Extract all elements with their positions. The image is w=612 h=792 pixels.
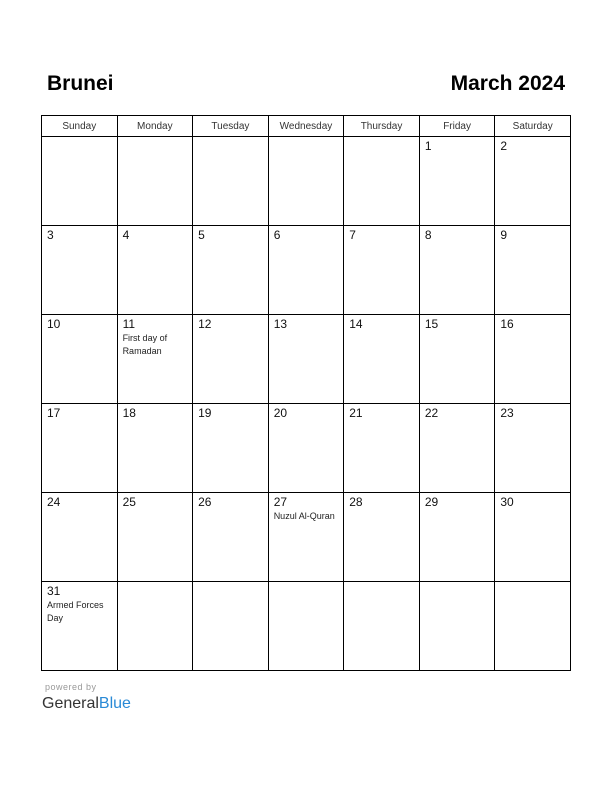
day-number: 3 — [47, 228, 54, 242]
day-number: 17 — [47, 406, 61, 420]
day-cell — [419, 404, 495, 493]
day-cell — [419, 137, 495, 226]
brand-general-text: General — [42, 695, 99, 712]
day-cell — [268, 582, 344, 671]
day-number: 4 — [122, 228, 130, 242]
day-cell — [42, 582, 118, 671]
day-cell — [344, 315, 420, 404]
day-number — [269, 582, 344, 584]
week-row — [42, 137, 571, 226]
day-cell — [268, 137, 344, 226]
day-number: 12 — [198, 317, 212, 331]
holiday-label: First day of Ramadan — [122, 333, 168, 356]
day-cell — [495, 315, 571, 404]
day-number: 26 — [198, 495, 212, 509]
month-year-title: March 2024 — [450, 72, 565, 95]
day-cell — [495, 493, 571, 582]
day-number — [118, 582, 193, 584]
day-cell — [419, 493, 495, 582]
day-number: 23 — [500, 406, 514, 420]
day-cell — [495, 226, 571, 315]
day-cell — [193, 493, 269, 582]
day-number: 29 — [424, 495, 439, 509]
day-number: 8 — [424, 228, 432, 242]
weekday-wednesday: Wednesday — [268, 116, 344, 137]
day-number: 30 — [500, 495, 514, 509]
day-number: 16 — [500, 317, 514, 331]
day-cell — [117, 315, 193, 404]
day-cell — [419, 315, 495, 404]
day-cell — [344, 493, 420, 582]
day-number: 20 — [273, 406, 288, 420]
day-cell — [42, 315, 118, 404]
day-number: 15 — [424, 317, 439, 331]
day-number — [269, 137, 344, 139]
day-number — [420, 582, 495, 584]
brand-blue-text: Blue — [98, 695, 131, 712]
day-cell — [495, 582, 571, 671]
calendar-grid — [41, 115, 571, 671]
country-title: Brunei — [47, 72, 114, 95]
week-row — [42, 493, 571, 582]
day-cell — [268, 315, 344, 404]
day-number: 28 — [349, 495, 363, 509]
day-number: 13 — [273, 317, 288, 331]
powered-by-label: powered by — [45, 682, 97, 692]
weekday-sunday: Sunday — [42, 116, 118, 137]
day-cell — [117, 404, 193, 493]
week-row — [42, 582, 571, 671]
day-number: 7 — [349, 228, 356, 242]
day-cell — [495, 404, 571, 493]
day-number: 22 — [424, 406, 439, 420]
day-number: 27 — [273, 495, 288, 509]
generalblue-logo[interactable] — [42, 694, 131, 714]
day-cell — [344, 582, 420, 671]
day-number: 11 — [122, 317, 136, 331]
day-number — [42, 137, 117, 139]
week-row — [42, 315, 571, 404]
weekday-header-row — [42, 116, 571, 137]
day-number: 21 — [349, 406, 363, 420]
day-number — [193, 137, 268, 139]
day-number: 5 — [198, 228, 205, 242]
day-number: 6 — [273, 228, 281, 242]
day-number: 2 — [500, 139, 508, 153]
day-cell — [419, 226, 495, 315]
day-cell — [117, 582, 193, 671]
day-cell — [117, 226, 193, 315]
day-cell — [117, 493, 193, 582]
day-number: 19 — [198, 406, 212, 420]
day-cell — [495, 137, 571, 226]
day-cell — [42, 493, 118, 582]
day-cell — [193, 226, 269, 315]
weekday-friday: Friday — [419, 116, 495, 137]
holiday-label: Nuzul Al-Quran — [273, 511, 335, 521]
day-cell — [42, 137, 118, 226]
day-number: 14 — [349, 317, 363, 331]
day-cell — [344, 226, 420, 315]
day-number: 24 — [47, 495, 61, 509]
day-number — [344, 582, 419, 584]
week-row — [42, 226, 571, 315]
day-number: 9 — [500, 228, 508, 242]
day-cell — [344, 137, 420, 226]
day-cell — [193, 137, 269, 226]
day-cell — [268, 493, 344, 582]
holiday-label: Armed Forces Day — [47, 600, 104, 623]
day-cell — [268, 404, 344, 493]
day-number — [344, 137, 419, 139]
weekday-thursday: Thursday — [344, 116, 420, 137]
day-number: 10 — [47, 317, 61, 331]
week-row — [42, 404, 571, 493]
day-cell — [42, 404, 118, 493]
day-number — [118, 137, 193, 139]
weekday-tuesday: Tuesday — [193, 116, 269, 137]
day-cell — [419, 582, 495, 671]
day-cell — [268, 226, 344, 315]
day-cell — [193, 404, 269, 493]
day-number: 31 — [47, 584, 61, 598]
day-cell — [193, 582, 269, 671]
day-number: 18 — [122, 406, 136, 420]
day-cell — [117, 137, 193, 226]
day-number: 1 — [424, 139, 432, 153]
weekday-monday: Monday — [117, 116, 193, 137]
day-number — [495, 582, 570, 584]
day-cell — [42, 226, 118, 315]
day-number: 25 — [122, 495, 136, 509]
weekday-saturday: Saturday — [495, 116, 571, 137]
day-cell — [344, 404, 420, 493]
day-number — [193, 582, 268, 584]
day-cell — [193, 315, 269, 404]
